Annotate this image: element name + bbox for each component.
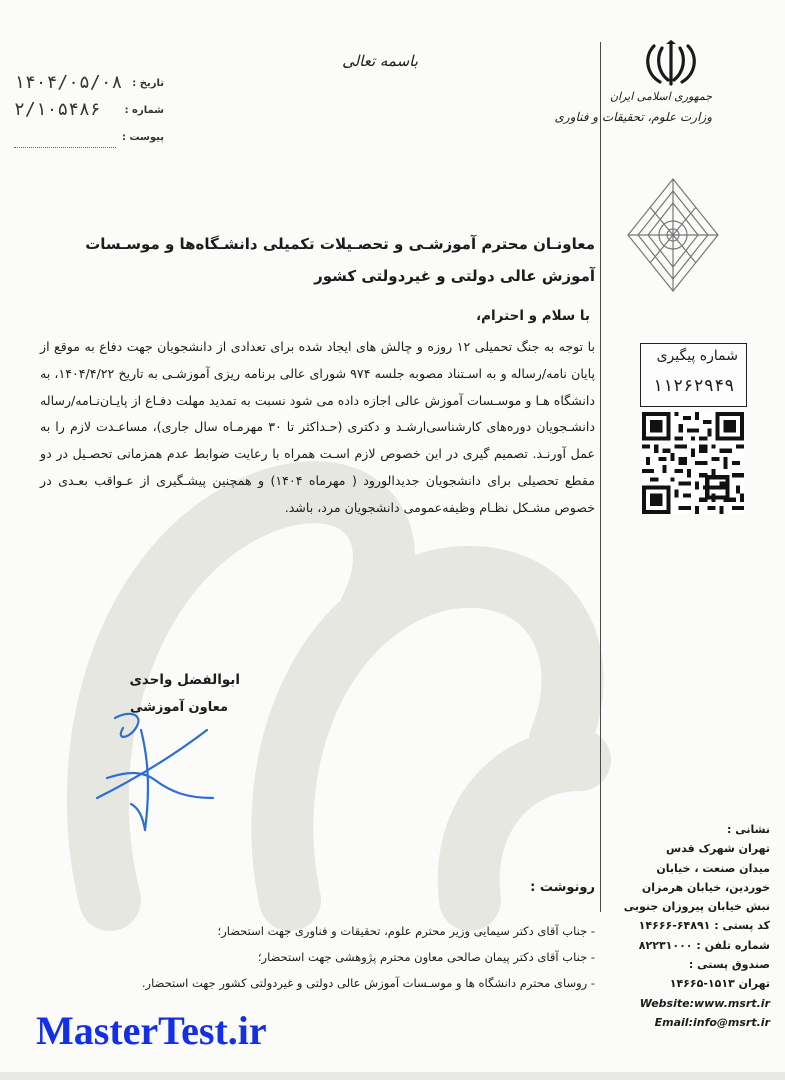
signer-title: معاون آموزشی xyxy=(129,700,228,715)
address-line: خوردین، خیابان هرمزان xyxy=(641,880,770,894)
ministry-name: وزارت علوم، تحقیقات و فناوری xyxy=(554,110,712,124)
address-block xyxy=(612,820,770,1032)
email-link[interactable]: Email:info@msrt.ir xyxy=(654,1015,770,1029)
phone-number: شماره تلفن : ۸۲۲۳۱۰۰۰ xyxy=(638,938,770,952)
address-label: نشانی : xyxy=(727,823,770,836)
addressee: معاونـان محترم آموزشـی و تحصـیلات تکمیلی دانشـگاه‌ها و موسـسات آموزش عالی دولتی و غیردولتی کشور xyxy=(85,235,595,285)
letter-body: با توجه به جنگ تحمیلی ۱۲ روزه و چالش های ایجاد شده برای تعدادی از دانشجویان جهت دفاع به موقع از پایان نامه/رساله و به اسـتناد مصوبه جلسه ۹۷۴ شورای عالی برنامه ریزی آموزشـی به تاریخ ۱۴۰۴/۴/۲۲، به دانشگاه هـا و موسـسات آموزش عالی اجازه داده می شود نسبت به تمدید مهلت دفـاع از پایـان‌نـامه/رساله دانشـجویان دوره‌های کارشناسی‌ارشـد و دکتری (حـداکثر تا ۳۰ مهرمـاه سال جاری)، مساعـدت لازم را به عمل آورنـد. تصمیم گیری در این خصوص لازم اسـت همراه با رعایت ضوابط عدم همزمانی تحصـیل در دو مقطع تحصیلی برای دانشجویان جدیدالورود ( مهرماه ۱۴۰۴) و همچنین پیشـگیری از عـواقب بعـدی در خصوص مشـکل نظـام وظیفه‌عمومی دانشجویان مرد، باشد. xyxy=(40,339,596,515)
number-value: ۲/۱۰۵۴۸۶ xyxy=(14,99,101,120)
address-line: میدان صنعت ، خیابان xyxy=(656,861,770,875)
attachment-row xyxy=(14,126,164,153)
attachment-dotted-line xyxy=(14,147,116,148)
qr-code[interactable] xyxy=(642,412,744,514)
brand-watermark-text: MasterTest.ir xyxy=(36,1008,267,1053)
letter-meta xyxy=(14,72,164,153)
website-link[interactable]: Website:www.msrt.ir xyxy=(639,996,770,1010)
iran-emblem-icon xyxy=(640,38,702,88)
number-row xyxy=(14,99,164,126)
cc-item: - جناب آقای دکتر سیمایی وزیر محترم علوم، تحقیقات و فناوری جهت استحضار؛ xyxy=(217,924,595,938)
greeting: با سلام و احترام، xyxy=(476,308,590,324)
cc-item: - روسای محترم دانشگاه ها و موسـسات آموزش عالی دولتی و غیردولتی کشور جهت استحضار. xyxy=(141,976,595,990)
bottom-edge xyxy=(0,1072,785,1080)
tracking-box xyxy=(640,343,747,407)
signer-name: ابوالفضل واحدی xyxy=(129,672,240,688)
postal-code: کد پستی : ۶۴۸۹۱-۱۴۶۶۶ xyxy=(638,919,770,933)
pobox-label: صندوق پستی : xyxy=(688,958,770,972)
islamic-ornament xyxy=(618,175,728,295)
pobox-value: تهران ۱۵۱۳-۱۴۶۶۵ xyxy=(669,977,770,991)
bismillah: باسمه تعالی xyxy=(342,52,418,70)
cc-title: رونوشت : xyxy=(530,880,595,895)
cc-item: - جناب آقای دکتر پیمان صالحی معاون محترم پژوهشی جهت استحضار؛ xyxy=(257,950,595,964)
address-line: تهران شهرک قدس xyxy=(666,842,770,856)
date-label: تاریخ : xyxy=(132,78,164,89)
address-line: نبش خیابان پیروزان جنوبی xyxy=(623,900,770,914)
tracking-number: ۱۱۲۶۲۹۴۹ xyxy=(652,376,735,396)
date-value: ۱۴۰۴/۰۵/۰۸ xyxy=(14,72,123,93)
handwritten-signature xyxy=(85,680,225,840)
tracking-label: شماره پیگیری xyxy=(656,348,738,364)
number-label: شماره : xyxy=(124,105,164,116)
cc-list xyxy=(40,918,595,996)
vertical-divider xyxy=(600,42,601,912)
date-row xyxy=(14,72,164,99)
attachment-label: پیوست : xyxy=(121,132,164,143)
government-name: جمهوری اسلامی ایران xyxy=(609,90,712,103)
